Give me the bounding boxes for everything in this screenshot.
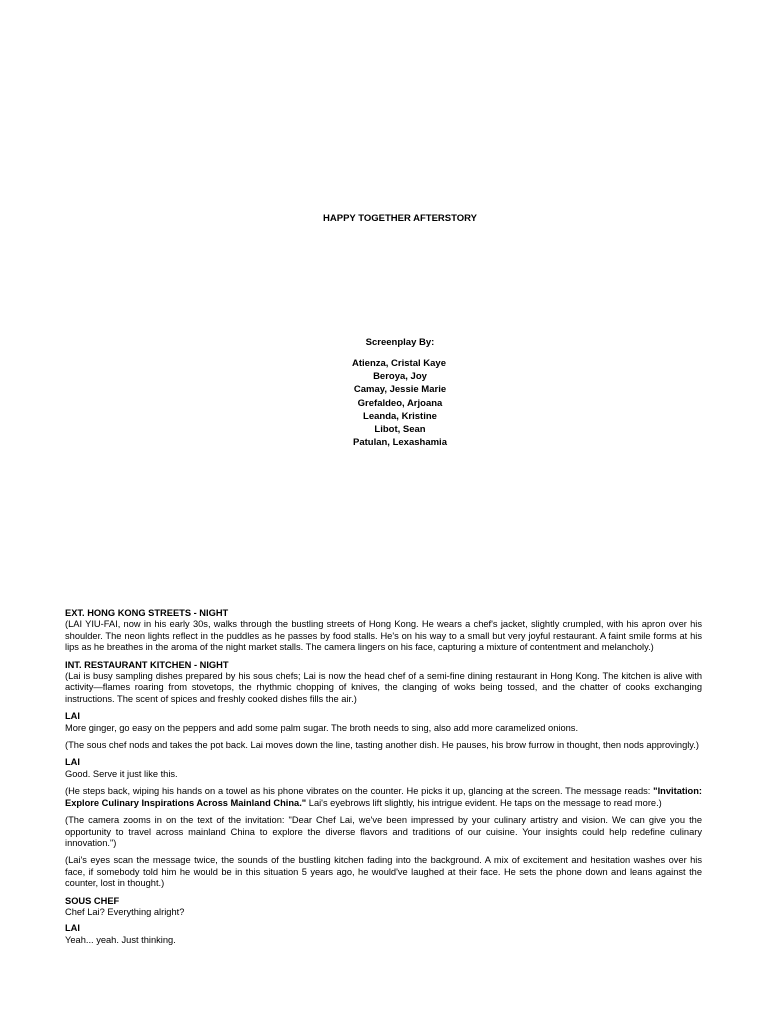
scene-heading: EXT. HONG KONG STREETS - NIGHT [65,608,229,618]
action-text-part: (He steps back, wiping his hands on a towel as his phone vibrates on the counter. He picks it up, glancing at the screen. The message reads: [65,786,654,797]
author-name: Beroya, Joy [373,371,427,383]
dialogue-text: Good. Serve it just like this. [65,768,178,779]
byline: Screenplay By: [365,337,435,348]
action-text: (The sous chef nods and takes the pot back. Lai moves down the line, tasting another dish. He pauses, his brow furrow in thought, then nods approvingly.) [65,740,699,751]
author-name: Camay, Jessie Marie [353,384,447,396]
action-text: (The camera zooms in on the text of the invitation: "Dear Chef Lai, we've been impressed by your culinary artistry and vision. We can give you the opportunity to travel across mainland China to explore the diverse flavors and traditions of our cuisine. Your insights could help redefine culinary innovation.") [65,815,702,848]
action-text-part: Lai's eyebrows lift slightly, his intrigue evident. He taps on the message to read more.) [306,797,662,808]
author-list [0,357,768,449]
action-text: (Lai is busy sampling dishes prepared by his sous chefs; Lai is now the head chef of a semi-fine dining restaurant in Hong Kong. The kitchen is alive with activity—flames roaring from stovetops, the rhythmic chopping of knives, the clanging of woks being tossed, and the chatter of cooks exchanging instructions. The scent of spices and freshly cooked dishes fills the air.) [65,671,702,704]
author-name: Leanda, Kristine [363,410,437,422]
author-name: Atienza, Cristal Kaye [352,358,446,369]
character-name: LAI [65,711,80,722]
author-name: Patulan, Lexashamia [353,437,447,449]
character-name: LAI [65,757,80,768]
screenplay-title: HAPPY TOGETHER AFTERSTORY [323,213,477,224]
action-text [65,786,702,809]
character-name: SOUS CHEF [65,895,120,906]
script-body [65,608,702,952]
author-name: Libot, Sean [374,424,426,436]
dialogue-text: Yeah... yeah. Just thinking. [65,934,176,945]
scene-heading: INT. RESTAURANT KITCHEN - NIGHT [65,659,229,670]
invitation-message-title: "Invitation: Explore Culinary Inspirations Across Mainland China." [65,786,702,808]
dialogue-text: More ginger, go easy on the peppers and add some palm sugar. The broth needs to sing, also add more caramelized onions. [65,722,579,733]
action-text: (Lai's eyes scan the message twice, the sounds of the bustling kitchen fading into the background. A mix of excitement and hesitation washes over his face, if somebody told him he would be in this situation 5 years ago, he would've laughed at their face. He sets the phone down and leans against the counter, lost in thought.) [65,855,702,889]
dialogue-text: Chef Lai? Everything alright? [65,906,185,917]
action-text: (LAI YIU-FAI, now in his early 30s, walks through the bustling streets of Hong Kong. He wears a chef's jacket, slightly crumpled, with his apron over his shoulder. The neon lights reflect in the puddles as he passes by food stalls. He's on his way to a small but very joyful restaurant. A faint smile forms at his lips as he breathes in the aroma of the night market stalls. The camera lingers on his face, capturing a mixture of contentment and melancholy.) [65,619,702,653]
author-name: Grefaldeo, Arjoana [357,397,443,409]
character-name: LAI [65,923,80,934]
